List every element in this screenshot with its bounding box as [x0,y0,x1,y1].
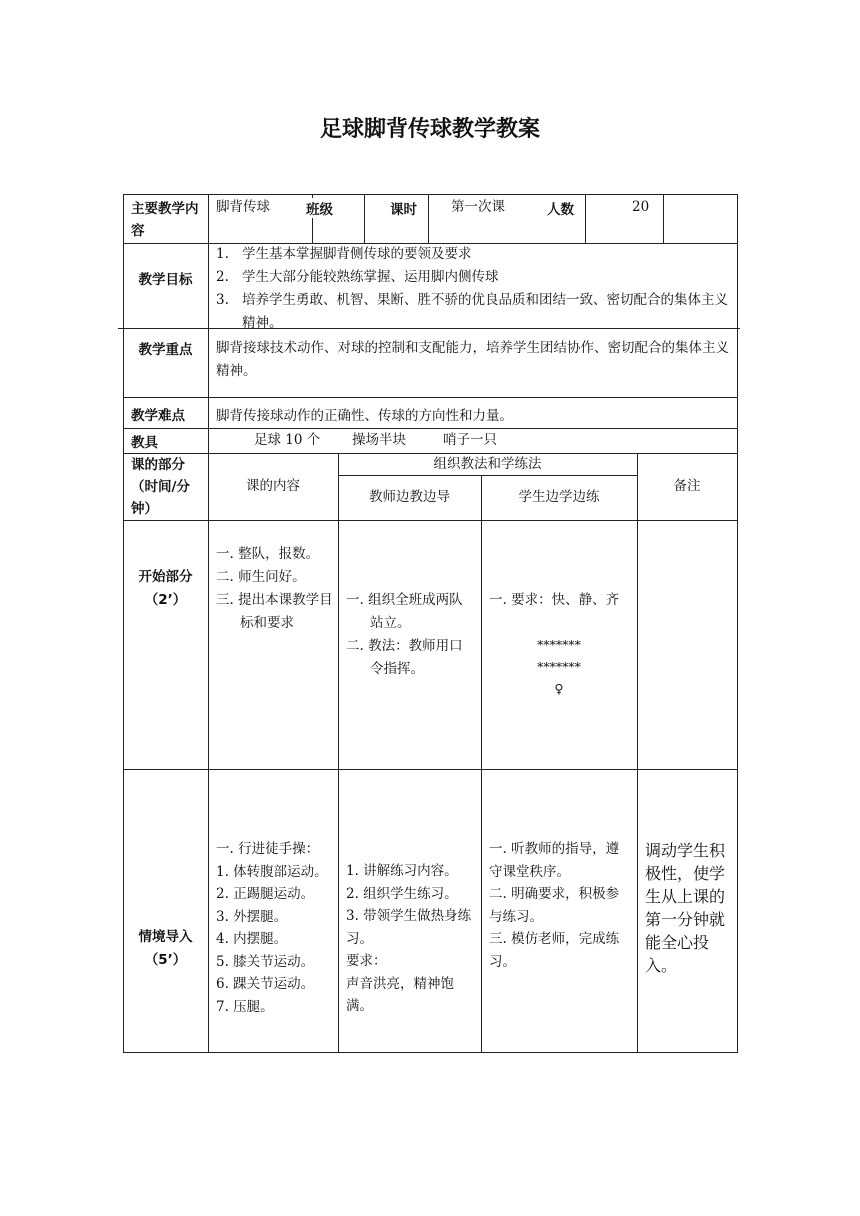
main-content-value: 脚背传球 [216,199,270,215]
section-content: 一. 整队，报数。 二. 师生问好。 三. 提出本课教学目标和要求 [216,546,333,631]
student-practice: 一. 听教师的指导，遵守课堂秩序。 二. 明确要求，积极参与练习。 三. 模仿老师，完成练习。 [489,841,620,970]
formation-diagram: ******* ******* ♀ [481,634,637,700]
objective-item: 2. 学生大部分能较熟练掌握、运用脚内侧传球 [216,269,499,285]
equipment-item: 哨子一只 [443,432,497,448]
section-content: 一. 行进徒手操： 1. 体转腹部运动。 2. 正踢腿运动。 3. 外摆腿。 4. 内摆腿。 5. 膝关节运动。 6. 踝关节运动。 7. 压腿。 [216,841,328,1015]
teacher-guidance: 一. 组织全班成两队站立。 二. 教法：教师用口令指挥。 [346,592,463,677]
key-points-text: 脚背接球技术动作、对球的控制和支配能力，培养学生团结协作、密切配合的集体主义精神。 [216,340,729,379]
label-main-content: 主要教学内容 [131,201,199,239]
label-class: 班级 [304,198,335,218]
label-student-count: 人数 [545,198,576,218]
teacher-guidance: 1. 讲解练习内容。 2. 组织学生练习。 3. 带领学生做热身练习。 要求： 声音洪亮，精神饱满。 [346,863,472,1014]
section-time: （2’） [144,592,187,608]
equipment-item: 操场半块 [352,432,406,448]
label-period: 课时 [390,202,417,218]
section-name: 开始部分 （2’） [123,566,208,612]
page-title: 足球脚背传球教学教案 [319,117,540,142]
student-count-value: 20 [632,199,650,215]
label-key-points: 教学重点 [138,342,193,358]
section-notes: 调动学生积极性，使学生从上课的第一分钟就能全心投入。 [645,841,726,975]
header-notes: 备注 [673,478,701,494]
section-time: （5’） [144,952,187,968]
header-teacher: 教师边教边导 [369,489,450,505]
header-part: 课的部分（时间/分钟） [131,457,190,517]
header-student: 学生边学边练 [518,489,600,505]
objective-item: 1. 学生基本掌握脚背侧传球的要领及要求 [216,246,472,262]
difficulties-text: 脚背传接球动作的正确性、传球的方向性和力量。 [216,408,513,424]
equipment-item: 足球 10 个 [254,432,321,448]
label-objectives: 教学目标 [138,272,193,288]
header-content: 课的内容 [246,478,300,494]
section-name: 情境导入 （5’） [123,926,208,972]
label-difficulties: 教学难点 [131,408,185,424]
period-value: 第一次课 [451,199,505,215]
teacher-symbol-icon: ♀ [554,681,564,696]
objectives-list [216,243,734,335]
student-practice: 一. 要求：快、静、齐 [489,592,620,608]
header-organization: 组织教法和学练法 [433,456,542,472]
objective-item: 3. 培养学生勇敢、机智、果断、胜不骄的优良品质和团结一致、密切配合的集体主义精神。 [216,292,728,331]
label-equipment: 教具 [131,435,158,451]
